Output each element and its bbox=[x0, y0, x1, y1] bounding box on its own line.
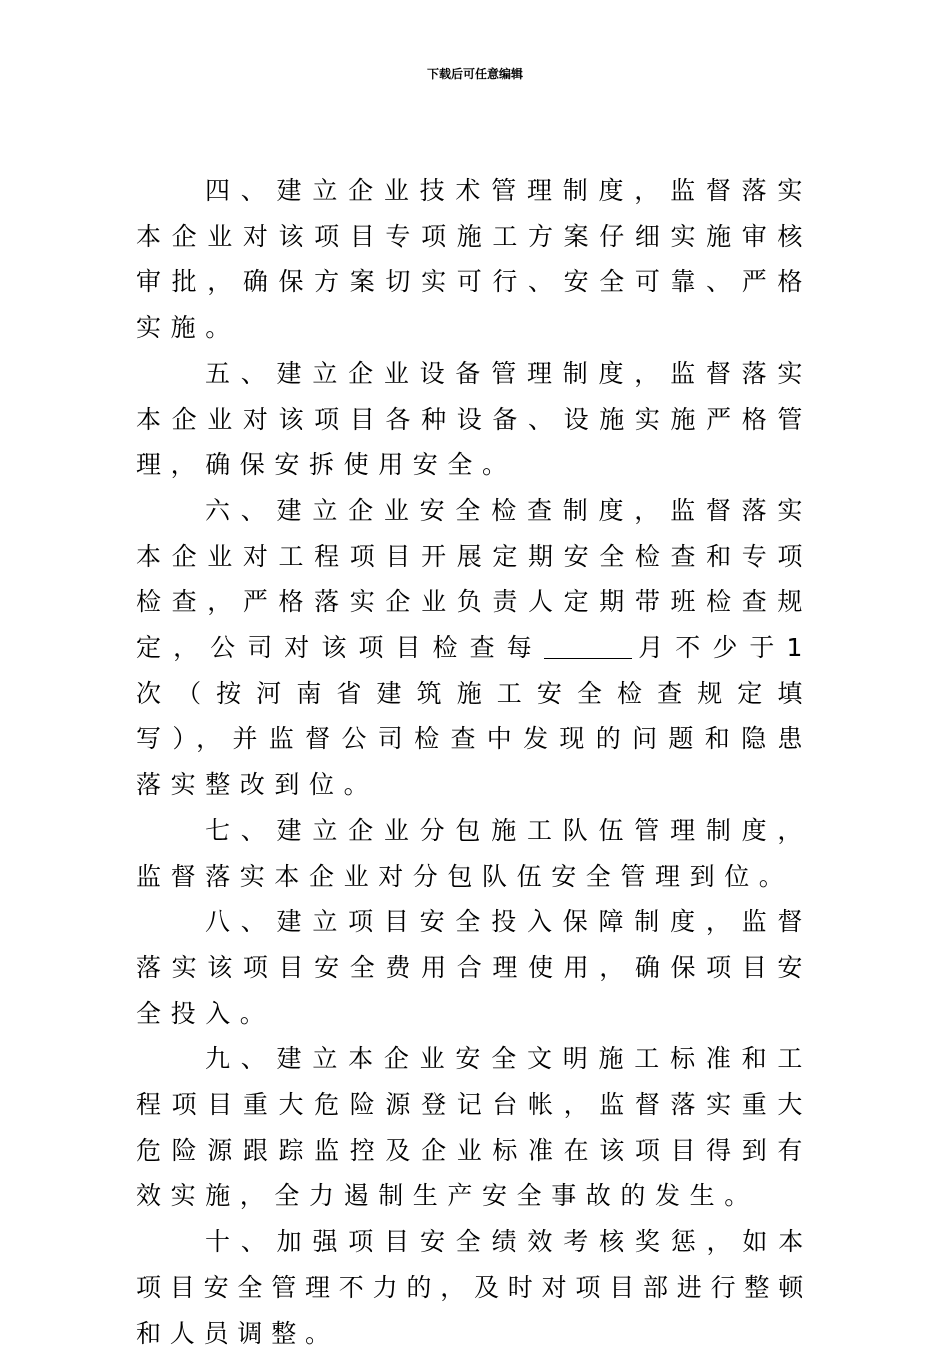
paragraph-6 bbox=[136, 488, 812, 808]
paragraph-9: 九、建立本企业安全文明施工标准和工程项目重大危险源登记台帐，监督落实重大危险源跟踪监控及企业标准在该项目得到有效实施，全力遏制生产安全事故的发生。 bbox=[136, 1044, 812, 1211]
paragraph-6-after-blank: 月不少于1 次（按河南省建筑施工安全检查规定填写），并监督公司检查中发现的问题和隐患落实整改到位。 bbox=[136, 633, 812, 800]
page-header-note: 下载后可任意编辑 bbox=[426, 67, 523, 81]
paragraph-8: 八、建立项目安全投入保障制度，监督落实该项目安全费用合理使用，确保项目安全投入。 bbox=[136, 907, 812, 1028]
paragraph-4: 四、建立企业技术管理制度，监督落实本企业对该项目专项施工方案仔细实施审核审批，确保方案切实可行、安全可靠、严格实施。 bbox=[136, 176, 812, 343]
fill-in-blank-line bbox=[544, 632, 632, 659]
document-body bbox=[136, 168, 812, 1356]
paragraph-5: 五、建立企业设备管理制度，监督落实本企业对该项目各种设备、设施实施严格管理，确保安拆使用安全。 bbox=[136, 358, 812, 480]
paragraph-7: 七、建立企业分包施工队伍管理制度，监督落实本企业对分包队伍安全管理到位。 bbox=[136, 815, 812, 891]
paragraph-10: 十、加强项目安全绩效考核奖惩，如本项目安全管理不力的，及时对项目部进行整顿和人员调整。 bbox=[136, 1227, 813, 1348]
paragraph-6-before-blank: 六、建立企业安全检查制度，监督落实本企业对工程项目开展定期安全检查和专项检查，严格落实企业负责人定期带班检查规定，公司对该项目检查每 bbox=[136, 495, 812, 663]
